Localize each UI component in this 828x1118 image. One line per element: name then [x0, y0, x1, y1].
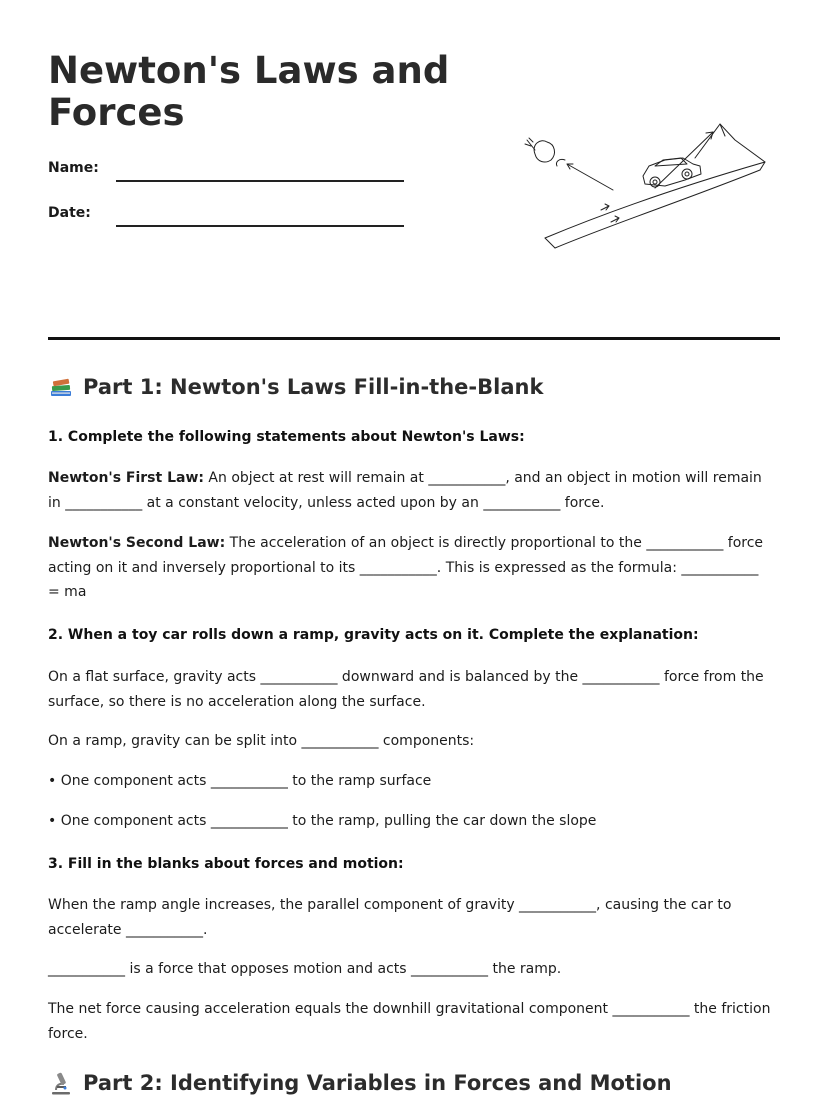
question-2: 2. When a toy car rolls down a ramp, gravity acts on it. Complete the explanation:	[48, 627, 699, 643]
car-sketch	[643, 158, 701, 187]
date-field-row	[48, 205, 404, 221]
first-law-text: An object at rest will remain at ___________, and an object in motion will remain in ___________ at a constant velocity, unless acted upon by an ___________ force.	[48, 470, 762, 511]
mountain-sketch	[695, 124, 765, 162]
section-divider	[48, 337, 780, 340]
q2-bullet-parallel: • One component acts ___________ to the ramp, pulling the car down the slope	[48, 813, 597, 829]
microscope-icon	[48, 1070, 74, 1096]
books-icon	[48, 374, 74, 400]
first-law-paragraph	[48, 466, 773, 515]
ramp-upper-edge	[545, 162, 765, 238]
rock-sketch	[534, 141, 554, 162]
q2-paragraph-flat: On a flat surface, gravity acts ___________ downward and is balanced by the ___________ force from the surface, so there is no acceleration along the surface.	[48, 669, 764, 710]
q2-bullet-perpendicular: • One component acts ___________ to the ramp surface	[48, 773, 432, 789]
question-1: 1. Complete the following statements about Newton's Laws:	[48, 429, 525, 445]
car-on-ramp-sketch	[515, 118, 770, 258]
q3-paragraph-net-force: The net force causing acceleration equals the downhill gravitational component ___________ the friction force.	[48, 1001, 771, 1042]
q3-paragraph-angle: When the ramp angle increases, the parallel component of gravity ___________, causing the car to accelerate ___________.	[48, 897, 732, 938]
part2-heading-text: Part 2: Identifying Variables in Forces and Motion	[83, 1071, 672, 1095]
q2-paragraph-ramp: On a ramp, gravity can be split into ___________ components:	[48, 733, 475, 749]
question-3: 3. Fill in the blanks about forces and motion:	[48, 856, 404, 872]
part2-heading	[48, 1070, 672, 1096]
second-law-paragraph	[48, 531, 773, 605]
q3-paragraph-friction: ___________ is a force that opposes motion and acts ___________ the ramp.	[48, 961, 562, 977]
part1-heading	[48, 374, 543, 400]
name-label: Name:	[48, 160, 99, 176]
part1-heading-text: Part 1: Newton's Laws Fill-in-the-Blank	[83, 375, 544, 399]
date-line[interactable]	[116, 225, 404, 227]
name-line[interactable]	[116, 180, 404, 182]
name-field-row	[48, 160, 404, 176]
second-law-text: The acceleration of an object is directly proportional to the ___________ force acting on it and inversely proportional to its ___________. This is expressed as the formula: ___________ = ma	[48, 535, 764, 600]
date-label: Date:	[48, 205, 91, 221]
ramp-lower-edge	[555, 170, 760, 248]
second-law-label: Newton's Second Law:	[48, 535, 226, 551]
first-law-label: Newton's First Law:	[48, 470, 204, 486]
page-title: Newton's Laws and Forces	[48, 49, 450, 134]
